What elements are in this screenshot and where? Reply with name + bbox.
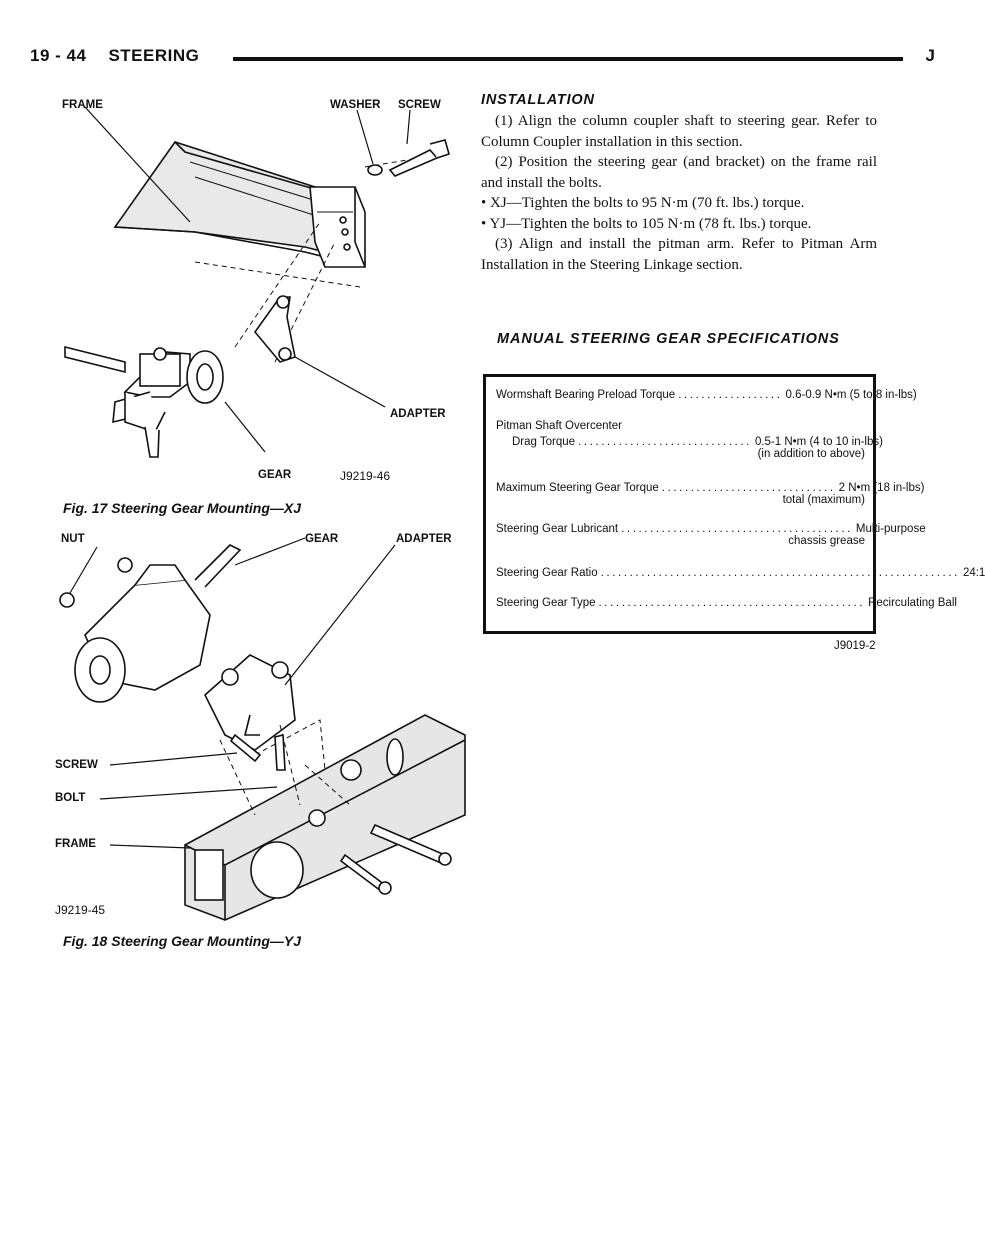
label-gear: GEAR (305, 533, 339, 545)
spec-label: Steering Gear Lubricant (496, 523, 619, 535)
spec-note: (in addition to above) (757, 448, 865, 460)
figure-18 (55, 525, 475, 925)
label-gear: GEAR (258, 469, 292, 481)
figure-17-caption: Fig. 17 Steering Gear Mounting—XJ (63, 500, 302, 516)
spec-row-drag: Drag Torque .............................. 0.5-1 N•m (4 to 10 in-lbs) (in addition to above) (512, 436, 883, 460)
installation-step-2: (2) Position the steering gear (and bracket) on the frame rail and install the bolts. (481, 154, 877, 191)
installation-step-1: (1) Align the column coupler shaft to steering gear. Refer to Column Coupler installation in this section. (481, 113, 877, 150)
spec-label: Steering Gear Ratio (496, 567, 598, 579)
header-rule (233, 57, 903, 61)
figure-17-id: J9219-46 (340, 469, 391, 483)
label-frame: FRAME (62, 99, 103, 111)
figure-18-drawing (55, 525, 475, 925)
label-adapter: ADAPTER (390, 408, 446, 420)
spec-value: Recirculating Ball (868, 597, 957, 609)
spec-row-lubricant: Steering Gear Lubricant ........................................ Multi-purpose chassis grease (496, 523, 926, 547)
installation-bullet-yj: • YJ—Tighten the bolts to 105 N·m (78 ft. lbs.) torque. (481, 215, 812, 232)
spec-note: chassis grease (788, 535, 865, 547)
page-number: 19 - 44 (30, 46, 87, 65)
figure-17 (55, 92, 455, 492)
section-title: STEERING (108, 46, 200, 65)
installation-bullet-xj: • XJ—Tighten the bolts to 95 N·m (70 ft. lbs.) torque. (481, 195, 805, 211)
header-left (30, 46, 199, 66)
spec-row-max-torque: Maximum Steering Gear Torque .............................. 2 N•m (18 in-lbs) total (maximum) (496, 482, 925, 506)
spec-value: 0.5-1 N•m (4 to 10 in-lbs) (754, 436, 883, 448)
spec-row-type: Steering Gear Type .............................................. Recirculating Ball (496, 597, 957, 609)
spec-note: total (maximum) (782, 494, 865, 506)
figure-18-id: J9219-45 (55, 903, 106, 917)
installation-step-3: (3) Align and install the pitman arm. Refer to Pitman Arm Installation in the Steering Linkage section. (481, 236, 877, 273)
spec-value: 0.6-0.9 N•m (5 to 8 in-lbs) (785, 389, 917, 401)
spec-label: Pitman Shaft Overcenter (496, 420, 622, 432)
specifications-table (483, 374, 985, 634)
spec-label: Drag Torque (512, 436, 576, 448)
label-screw: SCREW (55, 759, 98, 771)
spec-row-pitman (496, 420, 865, 432)
spec-value: 24:1 (962, 567, 985, 579)
figure-18-caption: Fig. 18 Steering Gear Mounting—YJ (63, 933, 302, 949)
label-adapter: ADAPTER (396, 533, 452, 545)
spec-row-preload: Wormshaft Bearing Preload Torque .................. 0.6-0.9 N•m (5 to 8 in-lbs) (496, 389, 917, 401)
spec-label: Maximum Steering Gear Torque (496, 482, 659, 494)
spec-row-ratio: Steering Gear Ratio .............................................................. 24:1 (496, 567, 985, 579)
label-bolt: BOLT (55, 792, 86, 804)
label-nut: NUT (61, 533, 85, 545)
label-frame: FRAME (55, 838, 96, 850)
label-washer: WASHER (330, 99, 381, 111)
installation-heading: INSTALLATION (481, 92, 595, 108)
spec-value: Multi-purpose (855, 523, 926, 535)
installation-section (481, 92, 877, 275)
label-screw: SCREW (398, 99, 441, 111)
page-header (20, 46, 945, 74)
edition-letter: J (925, 46, 935, 65)
specifications-heading: MANUAL STEERING GEAR SPECIFICATIONS (497, 331, 840, 347)
spec-label: Wormshaft Bearing Preload Torque (496, 389, 676, 401)
figure-17-drawing (55, 92, 455, 492)
spec-label: Steering Gear Type (496, 597, 596, 609)
spec-value: 2 N•m (18 in-lbs) (838, 482, 925, 494)
specifications-figure-id: J9019-2 (834, 640, 876, 652)
